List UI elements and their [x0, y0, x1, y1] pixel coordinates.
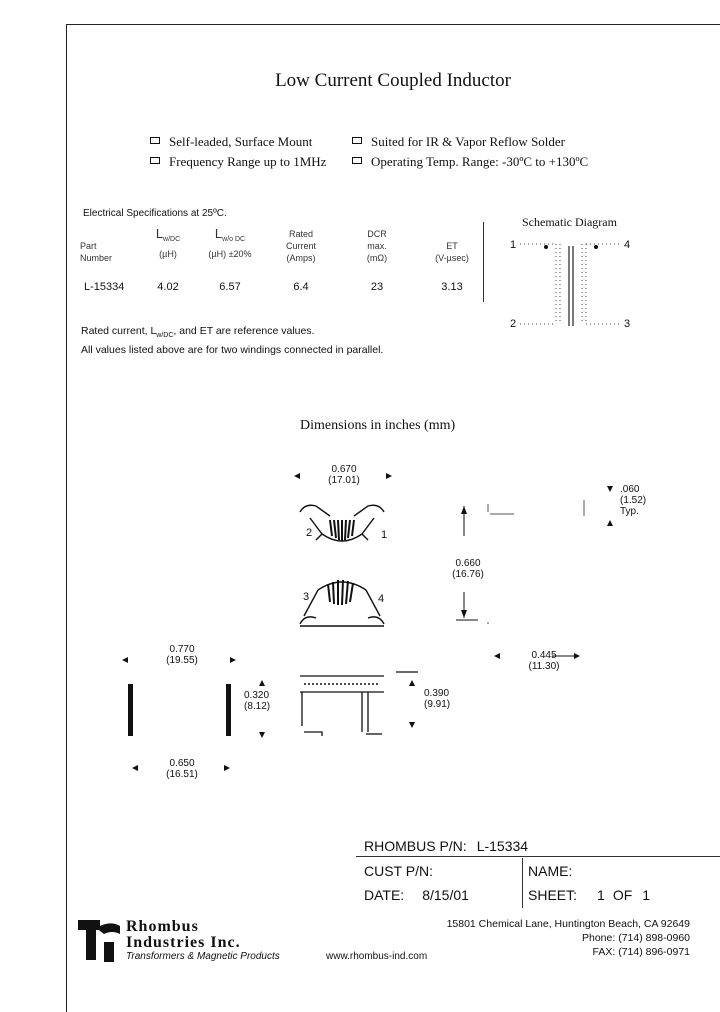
pad-left	[128, 684, 133, 736]
col-header-part: Part Number	[80, 241, 113, 263]
arrow-icon	[294, 473, 392, 479]
name-label: NAME:	[528, 863, 573, 879]
cell-dcr: 23	[370, 281, 384, 293]
cell-current: 6.4	[293, 281, 309, 293]
rhombus-pn: RHOMBUS P/N: L-15334	[364, 838, 529, 854]
cell-l-wodc: 6.57	[219, 281, 241, 293]
feature-item: Operating Temp. Range: -30ºC to +130ºC	[352, 154, 588, 170]
title-block-rule	[356, 856, 720, 857]
pin-label-4: 4	[378, 593, 385, 605]
page-title: Low Current Coupled Inductor	[275, 70, 511, 91]
schematic-pin-3: 3	[624, 318, 631, 330]
arrow-icon	[132, 765, 138, 771]
cell-et: 3.13	[441, 281, 463, 293]
col-header-l-wdc: $L_{w/DC}$ (µH)	[155, 226, 181, 259]
specs-heading: Electrical Specifications at 25ºC.	[83, 208, 227, 219]
company-name-line1: Rhombus	[126, 918, 199, 935]
arrow-icon	[230, 657, 236, 663]
schematic-pin-4: 4	[624, 239, 631, 251]
arrow-icon	[574, 653, 580, 659]
dim-lead: .060 (1.52) Typ.	[620, 484, 647, 517]
company-name-line2: Industries Inc.	[126, 934, 241, 951]
side-view-drawing	[300, 672, 418, 736]
schematic-pin-2: 2	[510, 318, 517, 330]
dim-pad-inner: 0.650 (16.51)	[166, 758, 198, 780]
arrow-icon	[259, 680, 265, 686]
note-parallel: All values listed above are for two windings connected in parallel.	[81, 344, 384, 356]
col-header-current: Rated Current (Amps)	[285, 229, 316, 263]
dim-pad-outer: 0.770 (19.55)	[166, 644, 198, 666]
feature-item: Self-leaded, Surface Mount	[150, 134, 312, 150]
side-profile-lines	[488, 500, 584, 624]
arrow-icon	[409, 722, 415, 728]
dim-pad-height: 0.320 (8.12)	[244, 690, 271, 712]
dim-height: 0.660 (16.76)	[452, 558, 484, 580]
arrow-icon	[607, 486, 613, 492]
title-block-divider	[522, 858, 523, 908]
schematic-title: Schematic Diagram	[522, 215, 617, 229]
cell-l-wdc: 4.02	[157, 281, 179, 293]
company-fax: FAX: (714) 896-0971	[592, 946, 690, 958]
dim-side-height: 0.390 (9.91)	[424, 688, 451, 710]
date-field: DATE: 8/15/01	[364, 887, 469, 903]
pin-label-3: 3	[303, 591, 310, 603]
rhombus-logo-icon	[78, 918, 124, 964]
arrow-icon	[259, 732, 265, 738]
pin-label-1: 1	[381, 529, 388, 541]
col-header-dcr: DCR max. (mΩ)	[366, 229, 388, 263]
feature-item: Frequency Range up to 1MHz	[150, 154, 326, 170]
pin-label-2: 2	[306, 527, 313, 539]
schematic-pin-1: 1	[510, 239, 517, 251]
dimensions-title: Dimensions in inches (mm)	[300, 418, 456, 433]
dim-depth: 0.445 (11.30)	[528, 650, 560, 672]
company-phone: Phone: (714) 898-0960	[582, 932, 690, 944]
col-header-l-wodc: $L_{w/o DC}$ (µH) ±20%	[208, 226, 252, 259]
dim-width: 0.670 (17.01)	[328, 464, 360, 486]
arrow-icon	[409, 680, 415, 686]
col-header-et: ET (V-µsec)	[435, 241, 469, 263]
company-address: 15801 Chemical Lane, Huntington Beach, CA 92649	[446, 918, 690, 930]
arrow-icon	[494, 653, 500, 659]
pad-right	[226, 684, 231, 736]
arrow-icon	[461, 610, 467, 618]
top-view-windings	[330, 520, 354, 541]
arrow-icon	[224, 765, 230, 771]
feature-item: Suited for IR & Vapor Reflow Solder	[352, 134, 565, 150]
sheet-field: SHEET: 1 OF 1	[528, 887, 651, 903]
arrow-icon	[122, 657, 128, 663]
note-reference-values: Rated current, $L_{w/DC}$, and ET are reference values.	[81, 325, 315, 340]
company-tagline: Transformers & Magnetic Products	[126, 951, 280, 962]
arrow-icon	[461, 506, 467, 514]
cell-part-number: L-15334	[84, 281, 125, 293]
arrow-icon	[607, 520, 613, 526]
company-website[interactable]: www.rhombus-ind.com	[326, 951, 428, 962]
cust-pn-label: CUST P/N:	[364, 863, 433, 879]
